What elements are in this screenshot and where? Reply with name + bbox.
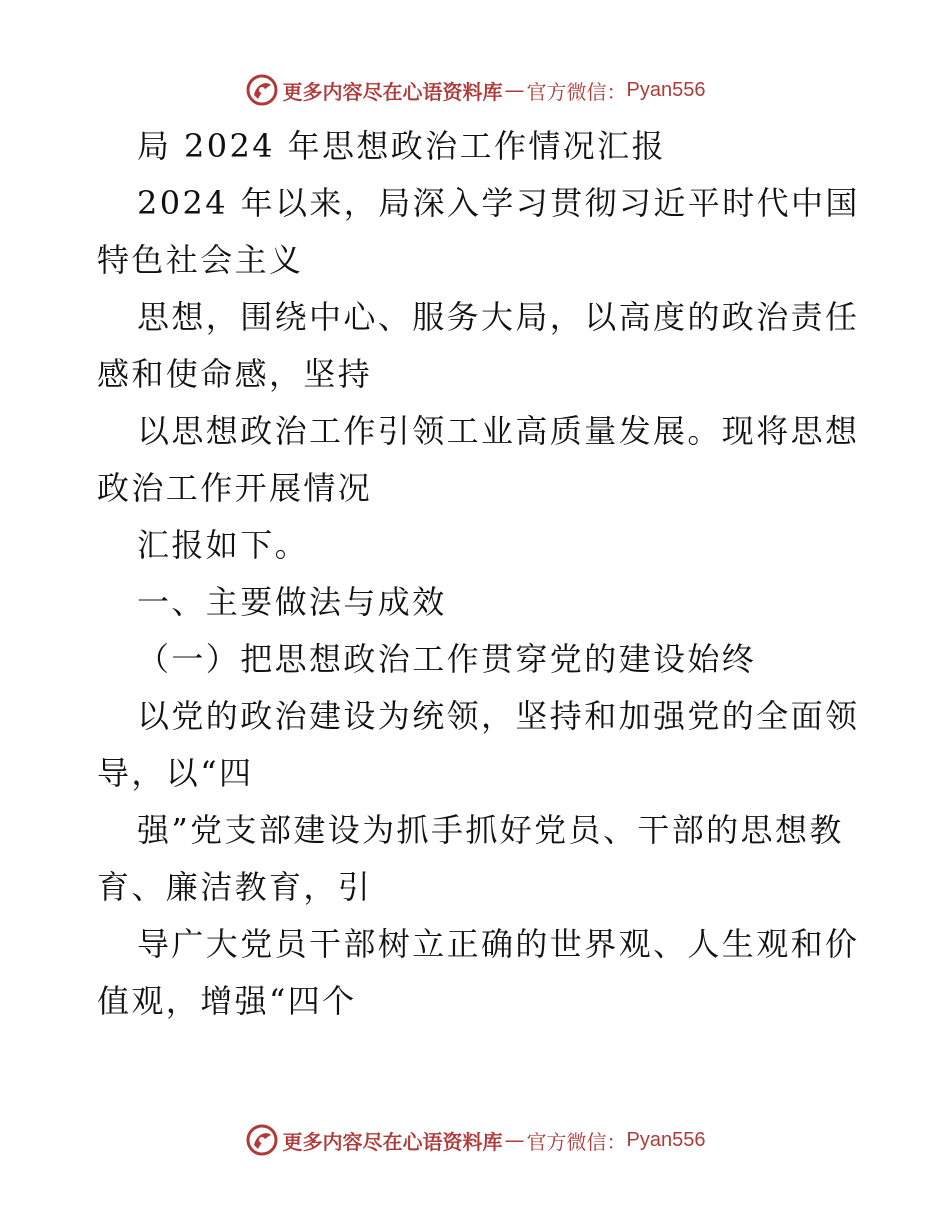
- brand-logo-icon: [245, 1123, 279, 1157]
- doc-line: 感和使命感，坚持: [97, 355, 373, 393]
- footer-watermark: [0, 1120, 950, 1160]
- watermark-wechat-id: Pyan556: [626, 78, 706, 101]
- doc-line: 以党的政治建设为统领，坚持和加强党的全面领: [137, 697, 860, 735]
- watermark-dash: —: [504, 78, 525, 102]
- doc-line: 一、主要做法与成效: [137, 583, 447, 621]
- doc-line: 汇报如下。: [137, 526, 310, 564]
- doc-line: 特色社会主义: [97, 241, 304, 279]
- header-watermark: [0, 70, 950, 110]
- doc-line: 育、廉洁教育，引: [97, 868, 373, 906]
- doc-line: 导，以“四: [97, 754, 254, 792]
- doc-line: 以思想政治工作引领工业高质量发展。现将思想: [137, 412, 860, 450]
- watermark-official-label: 官方微信：: [526, 1129, 627, 1154]
- watermark-brand-text: 更多内容尽在心语资料库: [282, 1129, 503, 1154]
- watermark-dash: —: [504, 1128, 525, 1152]
- watermark-wechat-id: Pyan556: [626, 1128, 706, 1151]
- doc-line: 强”党支部建设为抓手抓好党员、干部的思想教: [137, 811, 844, 849]
- doc-line: 思想，围绕中心、服务大局，以高度的政治责任: [137, 298, 860, 336]
- doc-line: 导广大党员干部树立正确的世界观、人生观和价: [137, 925, 860, 963]
- doc-line: 局 2024 年思想政治工作情况汇报: [137, 127, 666, 165]
- doc-line: （一）把思想政治工作贯穿党的建设始终: [137, 640, 757, 678]
- watermark-official-label: 官方微信：: [526, 79, 627, 104]
- doc-line: 政治工作开展情况: [97, 469, 373, 507]
- document-body: [97, 118, 860, 1030]
- doc-line: 值观，增强“四个: [97, 982, 357, 1020]
- brand-logo-icon: [245, 73, 279, 107]
- watermark-brand-text: 更多内容尽在心语资料库: [282, 79, 503, 104]
- doc-line: 2024 年以来，局深入学习贯彻习近平时代中国: [137, 184, 860, 222]
